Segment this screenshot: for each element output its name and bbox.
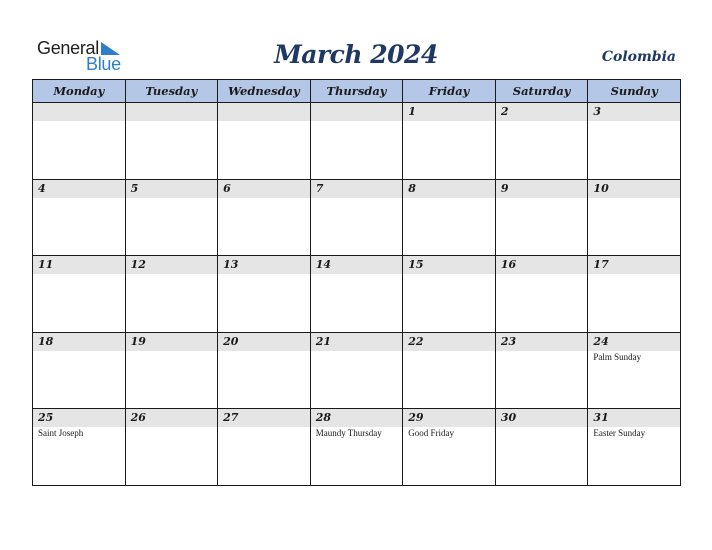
day-number: 1 bbox=[403, 103, 495, 121]
day-cell bbox=[403, 409, 496, 486]
day-cell bbox=[403, 180, 496, 257]
day-cell bbox=[33, 103, 126, 180]
day-number: 15 bbox=[403, 256, 495, 274]
logo-text-blue: Blue bbox=[86, 54, 121, 74]
day-number: 2 bbox=[496, 103, 588, 121]
day-number: 25 bbox=[33, 409, 125, 427]
day-number bbox=[218, 103, 310, 121]
holiday-label: Saint Joseph bbox=[38, 428, 84, 439]
day-number bbox=[33, 103, 125, 121]
day-cell bbox=[588, 409, 681, 486]
day-number: 17 bbox=[588, 256, 680, 274]
day-number bbox=[126, 103, 218, 121]
day-number: 11 bbox=[33, 256, 125, 274]
day-number: 12 bbox=[126, 256, 218, 274]
day-cell bbox=[311, 409, 404, 486]
day-cell bbox=[126, 103, 219, 180]
day-cell bbox=[311, 103, 404, 180]
day-cell bbox=[33, 256, 126, 333]
day-cell bbox=[496, 409, 589, 486]
day-cell bbox=[311, 333, 404, 410]
day-cell bbox=[218, 333, 311, 410]
day-cell bbox=[33, 333, 126, 410]
day-number: 29 bbox=[403, 409, 495, 427]
country-label: Colombia bbox=[601, 49, 676, 65]
day-cell bbox=[126, 409, 219, 486]
day-number: 19 bbox=[126, 333, 218, 351]
day-number: 27 bbox=[218, 409, 310, 427]
day-cell bbox=[126, 180, 219, 257]
day-cell bbox=[496, 256, 589, 333]
day-cell bbox=[126, 333, 219, 410]
day-number: 28 bbox=[311, 409, 403, 427]
day-number: 22 bbox=[403, 333, 495, 351]
weekday-header: Tuesday bbox=[126, 80, 219, 103]
day-cell bbox=[218, 103, 311, 180]
day-number: 26 bbox=[126, 409, 218, 427]
day-number: 24 bbox=[588, 333, 680, 351]
day-cell bbox=[33, 409, 126, 486]
day-number: 18 bbox=[33, 333, 125, 351]
day-number: 21 bbox=[311, 333, 403, 351]
weekday-header: Saturday bbox=[496, 80, 589, 103]
weekday-header: Sunday bbox=[588, 80, 681, 103]
day-cell bbox=[588, 103, 681, 180]
day-cell bbox=[403, 103, 496, 180]
holiday-label: Palm Sunday bbox=[593, 351, 642, 362]
day-number bbox=[311, 103, 403, 121]
holiday-label: Maundy Thursday bbox=[315, 428, 382, 439]
day-number: 7 bbox=[311, 180, 403, 198]
day-cell bbox=[311, 180, 404, 257]
day-number: 10 bbox=[588, 180, 680, 198]
day-number: 31 bbox=[588, 409, 680, 427]
holiday-label: Good Friday bbox=[408, 428, 455, 439]
day-number: 13 bbox=[218, 256, 310, 274]
day-number: 4 bbox=[33, 180, 125, 198]
day-cell bbox=[126, 256, 219, 333]
day-cell bbox=[218, 256, 311, 333]
day-number: 30 bbox=[496, 409, 588, 427]
day-cell bbox=[33, 180, 126, 257]
day-cell bbox=[588, 180, 681, 257]
calendar-grid bbox=[32, 79, 681, 486]
weekday-header: Wednesday bbox=[218, 80, 311, 103]
weekday-header: Friday bbox=[403, 80, 496, 103]
weekday-header: Monday bbox=[33, 80, 126, 103]
day-cell bbox=[403, 333, 496, 410]
day-number: 20 bbox=[218, 333, 310, 351]
day-number: 5 bbox=[126, 180, 218, 198]
logo-text-general: General bbox=[37, 38, 99, 58]
holiday-label: Easter Sunday bbox=[593, 428, 646, 439]
day-cell bbox=[218, 409, 311, 486]
day-cell bbox=[496, 103, 589, 180]
day-cell bbox=[311, 256, 404, 333]
calendar-title: March 2024 bbox=[274, 40, 438, 69]
day-cell bbox=[218, 180, 311, 257]
day-number: 14 bbox=[311, 256, 403, 274]
day-cell bbox=[403, 256, 496, 333]
day-cell bbox=[588, 256, 681, 333]
day-number: 16 bbox=[496, 256, 588, 274]
day-number: 3 bbox=[588, 103, 680, 121]
day-number: 6 bbox=[218, 180, 310, 198]
weekday-header: Thursday bbox=[311, 80, 404, 103]
day-number: 9 bbox=[496, 180, 588, 198]
day-number: 8 bbox=[403, 180, 495, 198]
day-number: 23 bbox=[496, 333, 588, 351]
day-cell bbox=[588, 333, 681, 410]
day-cell bbox=[496, 180, 589, 257]
day-cell bbox=[496, 333, 589, 410]
